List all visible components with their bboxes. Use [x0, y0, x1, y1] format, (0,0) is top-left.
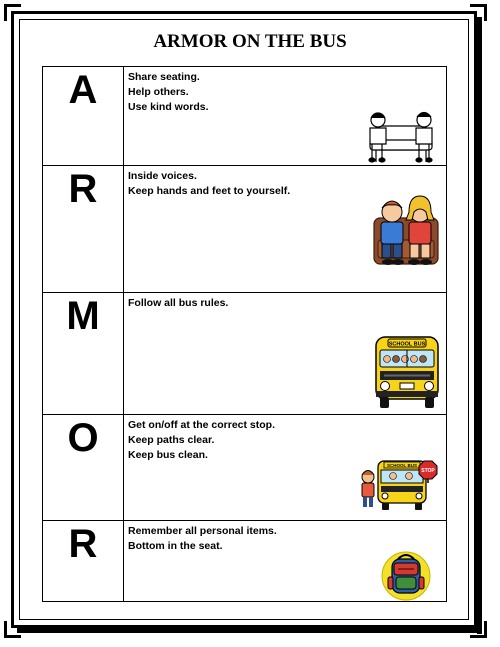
rule-text: Keep paths clear.: [128, 434, 215, 446]
letter-cell: [43, 166, 124, 293]
page-shadow-bottom: [17, 628, 482, 633]
armor-table: [42, 66, 447, 602]
rule-text: Bottom in the seat.: [128, 540, 223, 552]
acronym-letter: R: [68, 522, 98, 566]
backpack-icon: [380, 549, 432, 601]
rule-text: Use kind words.: [128, 101, 209, 113]
school-bus-with-child-and-stop-sign-icon: [356, 453, 442, 511]
school-bus-front-icon: [372, 331, 442, 411]
corner-bracket: [470, 4, 487, 21]
rule-text: Follow all bus rules.: [128, 297, 229, 309]
table-row: [43, 521, 447, 602]
letter-cell: [43, 415, 124, 521]
rules-cell: [124, 293, 447, 415]
rule-text: Share seating.: [128, 71, 200, 83]
rule-text: Keep hands and feet to yourself.: [128, 185, 291, 197]
bus-sign-text: SCHOOL BUS: [388, 341, 426, 348]
rules-cell: [124, 166, 447, 293]
letter-cell: [43, 293, 124, 415]
rule-text: Get on/off at the correct stop.: [128, 419, 276, 431]
rule-text: Inside voices.: [128, 170, 197, 182]
rule-text: Help others.: [128, 86, 189, 98]
letter-cell: [43, 67, 124, 166]
bus-sign-text: SCHOOL BUS: [387, 463, 417, 468]
corner-bracket: [4, 621, 21, 638]
letter-cell: [43, 521, 124, 602]
table-row: [43, 293, 447, 415]
corner-bracket: [470, 621, 487, 638]
rules-list: [124, 293, 446, 311]
table-row: [43, 67, 447, 166]
page-shadow-right: [477, 17, 482, 634]
corner-bracket: [4, 4, 21, 21]
page-title: ARMOR ON THE BUS: [153, 31, 347, 52]
rules-cell: [124, 521, 447, 602]
acronym-letter: M: [66, 294, 100, 338]
two-kids-on-bus-seat-icon: [372, 190, 442, 268]
stop-sign-text: STOP: [421, 468, 435, 474]
table-row: [43, 415, 447, 521]
acronym-letter: R: [68, 167, 98, 211]
children-sitting-on-bench-icon: [360, 108, 442, 164]
acronym-letter: O: [67, 416, 99, 460]
rule-text: Remember all personal items.: [128, 525, 277, 537]
rules-cell: [124, 67, 447, 166]
rules-cell: [124, 415, 447, 521]
table-row: [43, 166, 447, 293]
rule-text: Keep bus clean.: [128, 449, 208, 461]
acronym-letter: A: [68, 68, 98, 112]
